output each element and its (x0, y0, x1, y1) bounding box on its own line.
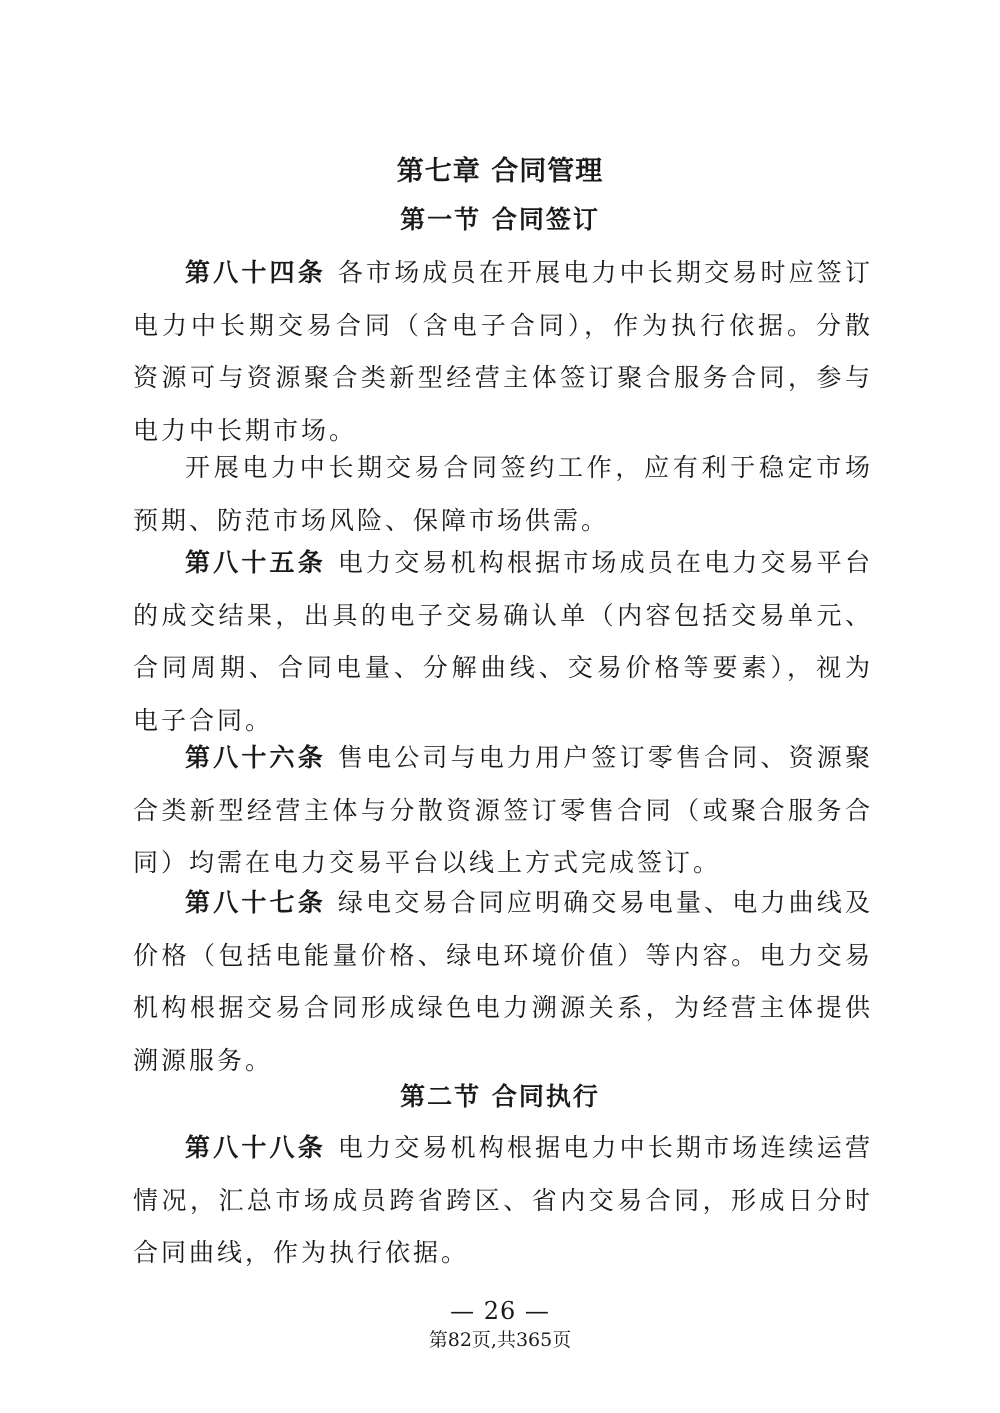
article-84-continued (133, 442, 873, 547)
article-label: 第八十四条 (185, 258, 326, 287)
article-text: 各市场成员在开展电力中长期交易时应签订电力中长期交易合同（含电子合同），作为执行依据。分散资源可与资源聚合类新型经营主体签订聚合服务合同，参与电力中长期市场。 (133, 258, 873, 445)
article-text: 电力交易机构根据电力中长期市场连续运营情况，汇总市场成员跨省跨区、省内交易合同，形成日分时合同曲线，作为执行依据。 (133, 1133, 873, 1267)
article-label: 第八十五条 (185, 548, 326, 577)
page-counter: 第82页,共365页 (428, 1329, 572, 1351)
section-title-contract-execution: 第二节 合同执行 (400, 1082, 600, 1111)
article-text: 电力交易机构根据市场成员在电力交易平台的成交结果，出具的电子交易确认单（内容包括交易单元、合同周期、合同电量、分解曲线、交易价格等要素），视为电子合同。 (133, 548, 873, 735)
page-number: — 26 — (450, 1297, 550, 1325)
article-88 (133, 1122, 873, 1280)
article-84 (133, 247, 873, 457)
chapter-title: 第七章 合同管理 (396, 156, 604, 187)
article-86 (133, 732, 873, 890)
article-87 (133, 877, 873, 1087)
article-label: 第八十六条 (185, 743, 326, 772)
article-85 (133, 537, 873, 747)
article-label: 第八十七条 (185, 888, 326, 917)
section-title-contract-signing: 第一节 合同签订 (400, 205, 600, 234)
article-text: 开展电力中长期交易合同签约工作，应有利于稳定市场预期、防范市场风险、保障市场供需。 (133, 453, 873, 535)
article-label: 第八十八条 (185, 1133, 326, 1162)
article-text: 售电公司与电力用户签订零售合同、资源聚合类新型经营主体与分散资源签订零售合同（或聚合服务合同）均需在电力交易平台以线上方式完成签订。 (133, 743, 873, 877)
article-text: 绿电交易合同应明确交易电量、电力曲线及价格（包括电能量价格、绿电环境价值）等内容。电力交易机构根据交易合同形成绿色电力溯源关系，为经营主体提供溯源服务。 (133, 888, 873, 1075)
